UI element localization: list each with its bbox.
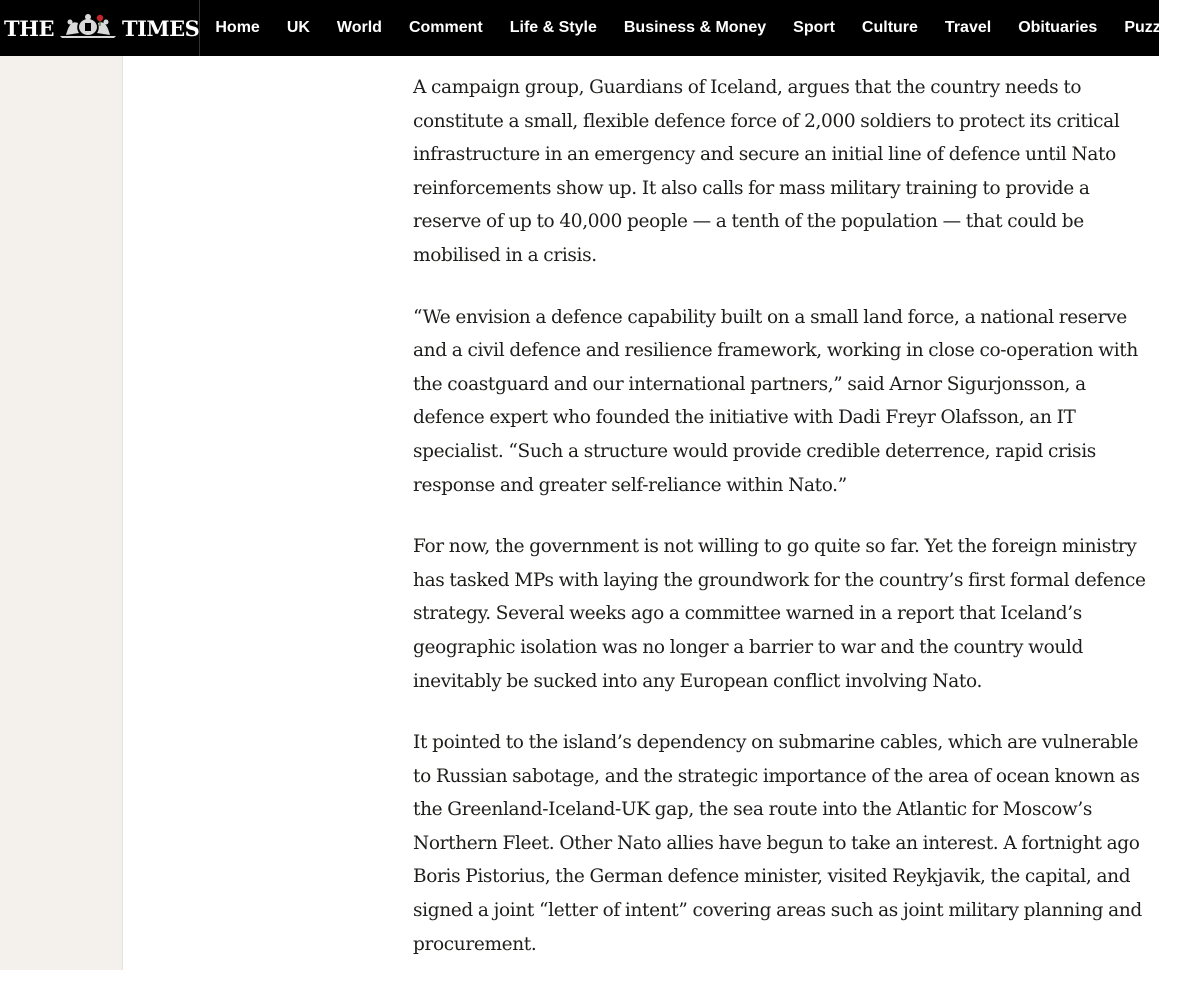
nav-item-puzzles[interactable]: Puzzles [1124, 19, 1184, 36]
nav-item-world[interactable]: World [336, 19, 382, 36]
article-paragraph: A campaign group, Guardians of Iceland, argues that the country needs to constitute a small, flexible defence force of 2,000 soldiers to protect its critical infrastructure in an emergency and secure an initial line of defence until Nato reinforcements show up. It also calls for mass military training to provide a reserve of up to 40,000 people — a tenth of the population — that could be mobilised in a crisis. [413, 77, 1120, 266]
nav-item-business-money[interactable]: Business & Money [623, 19, 767, 36]
nav-item-uk[interactable]: UK [286, 19, 310, 36]
top-navigation-bar [0, 0, 1184, 56]
nav-item-home[interactable]: Home [215, 19, 260, 36]
logo-word-the: THE [4, 15, 54, 41]
the-times-logo[interactable] [0, 0, 200, 56]
article-paragraph: For now, the government is not willing to go quite so far. Yet the foreign ministry has tasked MPs with laying the groundwork for the country’s first formal defence strategy. Several weeks ago a committee warned in a report that Iceland’s geographic isolation was no longer a barrier to war and the country would inevitably be sucked into any European conflict involving Nato. [413, 536, 1146, 692]
article-paragraph: It pointed to the island’s dependency on submarine cables, which are vulnerable to Russian sabotage, and the strategic importance of the area of ocean known as the Greenland-Iceland-UK gap, the sea route into the Atlantic for Moscow’s Northern Fleet. Other Nato allies have begun to take an interest. A fortnight ago Boris Pistorius, the German defence minister, visited Reykjavik, the capital, and signed a joint “letter of intent” covering areas such as joint military planning and procurement. [413, 732, 1142, 955]
left-gutter [0, 56, 123, 970]
nav-item-comment[interactable]: Comment [408, 19, 483, 36]
nav-item-travel[interactable]: Travel [944, 19, 992, 36]
logo-word-times: TIMES [121, 15, 200, 41]
article-paragraph: “We envision a defence capability built on a small land force, a national reserve and a civil defence and resilience framework, working in close co-operation with the coastguard and our international partners,” said Arnor Sigurjonsson, a defence expert who founded the initiative with Dadi Freyr Olafsson, an IT specialist. “Such a structure would provide credible deterrence, rapid crisis response and greater self-reliance within Nato.” [413, 306, 1138, 496]
section-nav [200, 0, 1196, 56]
nav-item-culture[interactable]: Culture [861, 19, 918, 36]
royal-crest-icon [56, 13, 120, 44]
article-body [413, 71, 1159, 989]
nav-item-sport[interactable]: Sport [793, 19, 835, 36]
nav-item-life-style[interactable]: Life & Style [509, 19, 597, 36]
nav-item-obituaries[interactable]: Obituaries [1018, 19, 1098, 36]
